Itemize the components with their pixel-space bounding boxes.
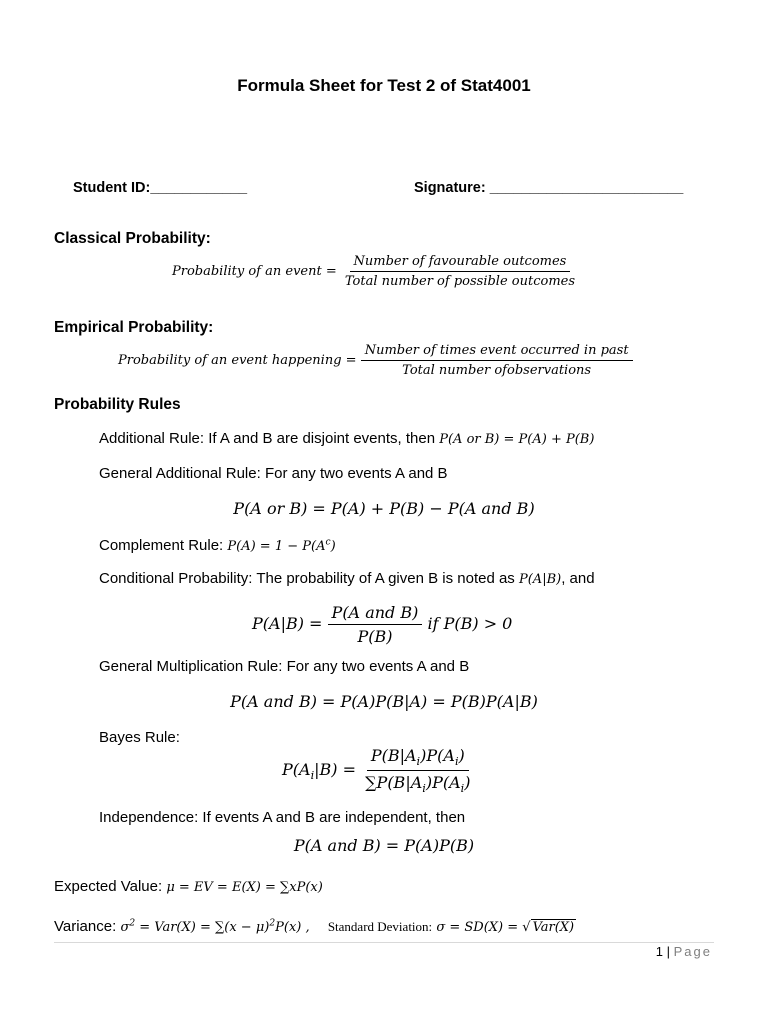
- conditional-probability: Conditional Probability: The probability of A given B is noted as P(A|B), and: [99, 570, 595, 587]
- variance-label: Variance:: [54, 918, 117, 935]
- conditional-inline-formula: P(A|B): [518, 572, 562, 587]
- empirical-fraction: [361, 343, 633, 378]
- footer-rule: [54, 942, 714, 943]
- multiplication-formula: P(A and B) = P(A)P(B|A) = P(B)P(A|B): [230, 692, 538, 711]
- complement-rule-text: Complement Rule:: [99, 537, 224, 554]
- classical-formula: [172, 254, 579, 289]
- bayes-rule-text: Bayes Rule:: [99, 729, 180, 746]
- additional-rule-formula: P(A or B) = P(A) + P(B): [439, 432, 595, 447]
- empirical-lhs: Probability of an event happening =: [118, 353, 357, 368]
- empirical-denominator: Total number ofobservations: [402, 363, 592, 378]
- additional-rule: [99, 430, 594, 447]
- classical-numerator: Number of favourable outcomes: [350, 254, 571, 272]
- page-title: Formula Sheet for Test 2 of Stat4001: [237, 76, 531, 95]
- classical-denominator: Total number of possible outcomes: [344, 274, 576, 289]
- complement-rule: [99, 537, 336, 554]
- conditional-text: Conditional Probability: The probability of A given B is noted as: [99, 570, 515, 587]
- empirical-heading: Empirical Probability:: [54, 319, 214, 336]
- expected-value-formula: μ = EV = E(X) = ∑xP(x): [166, 880, 323, 895]
- expected-value-label: Expected Value:: [54, 878, 163, 895]
- multiplication-rule-text: General Multiplication Rule: For any two events A and B: [99, 658, 470, 675]
- page-word: Page: [673, 944, 712, 959]
- variance: [54, 918, 576, 935]
- bayes-formula: $P(A_i|B)$ = $\frac{P(B|A_i)P(A_i)}{\sum P(B|A_i)P(A_i)}$: [282, 746, 471, 796]
- conditional-formula: P(A|B) = $\frac{\text{P(A and B)}}{P(B)}$ if P(B) > 0: [252, 603, 513, 646]
- page-footer: 1 | Page: [655, 944, 712, 959]
- empirical-numerator: Number of times event occurred in past: [361, 343, 633, 361]
- standard-deviation-label: Standard Deviation:: [327, 919, 433, 934]
- classical-fraction: [341, 254, 579, 289]
- student-id-field: Student ID:____________: [73, 180, 248, 196]
- independence-text: Independence: If events A and B are independent, then: [99, 809, 466, 826]
- variance-formula: $\sigma^2 = Var(X) = \sum(x - \mu)^2P(x)$ ,: [120, 918, 310, 935]
- expected-value: [54, 878, 323, 895]
- rules-heading: Probability Rules: [54, 396, 181, 413]
- general-additional-rule-text: General Additional Rule: For any two events A and B: [99, 465, 448, 482]
- empirical-formula: [118, 343, 633, 378]
- signature-field: Signature: ________________________: [414, 180, 684, 196]
- page-number: 1: [655, 944, 664, 959]
- classical-heading: Classical Probability:: [54, 230, 211, 247]
- standard-deviation-formula: σ = SD(X) = √ Var(X): [436, 920, 575, 935]
- classical-lhs: Probability of an event =: [172, 264, 337, 279]
- independence-formula: P(A and B) = P(A)P(B): [293, 836, 475, 855]
- complement-formula: $P(A) = 1 - P(A^c)$: [227, 537, 336, 554]
- general-additional-formula: P(A or B) = P(A) + P(B) − P(A and B): [233, 499, 535, 518]
- additional-rule-text: Additional Rule: If A and B are disjoint events, then: [99, 430, 436, 447]
- conditional-fraction: $\frac{\text{P(A and B)}}{P(B)}$: [328, 603, 423, 646]
